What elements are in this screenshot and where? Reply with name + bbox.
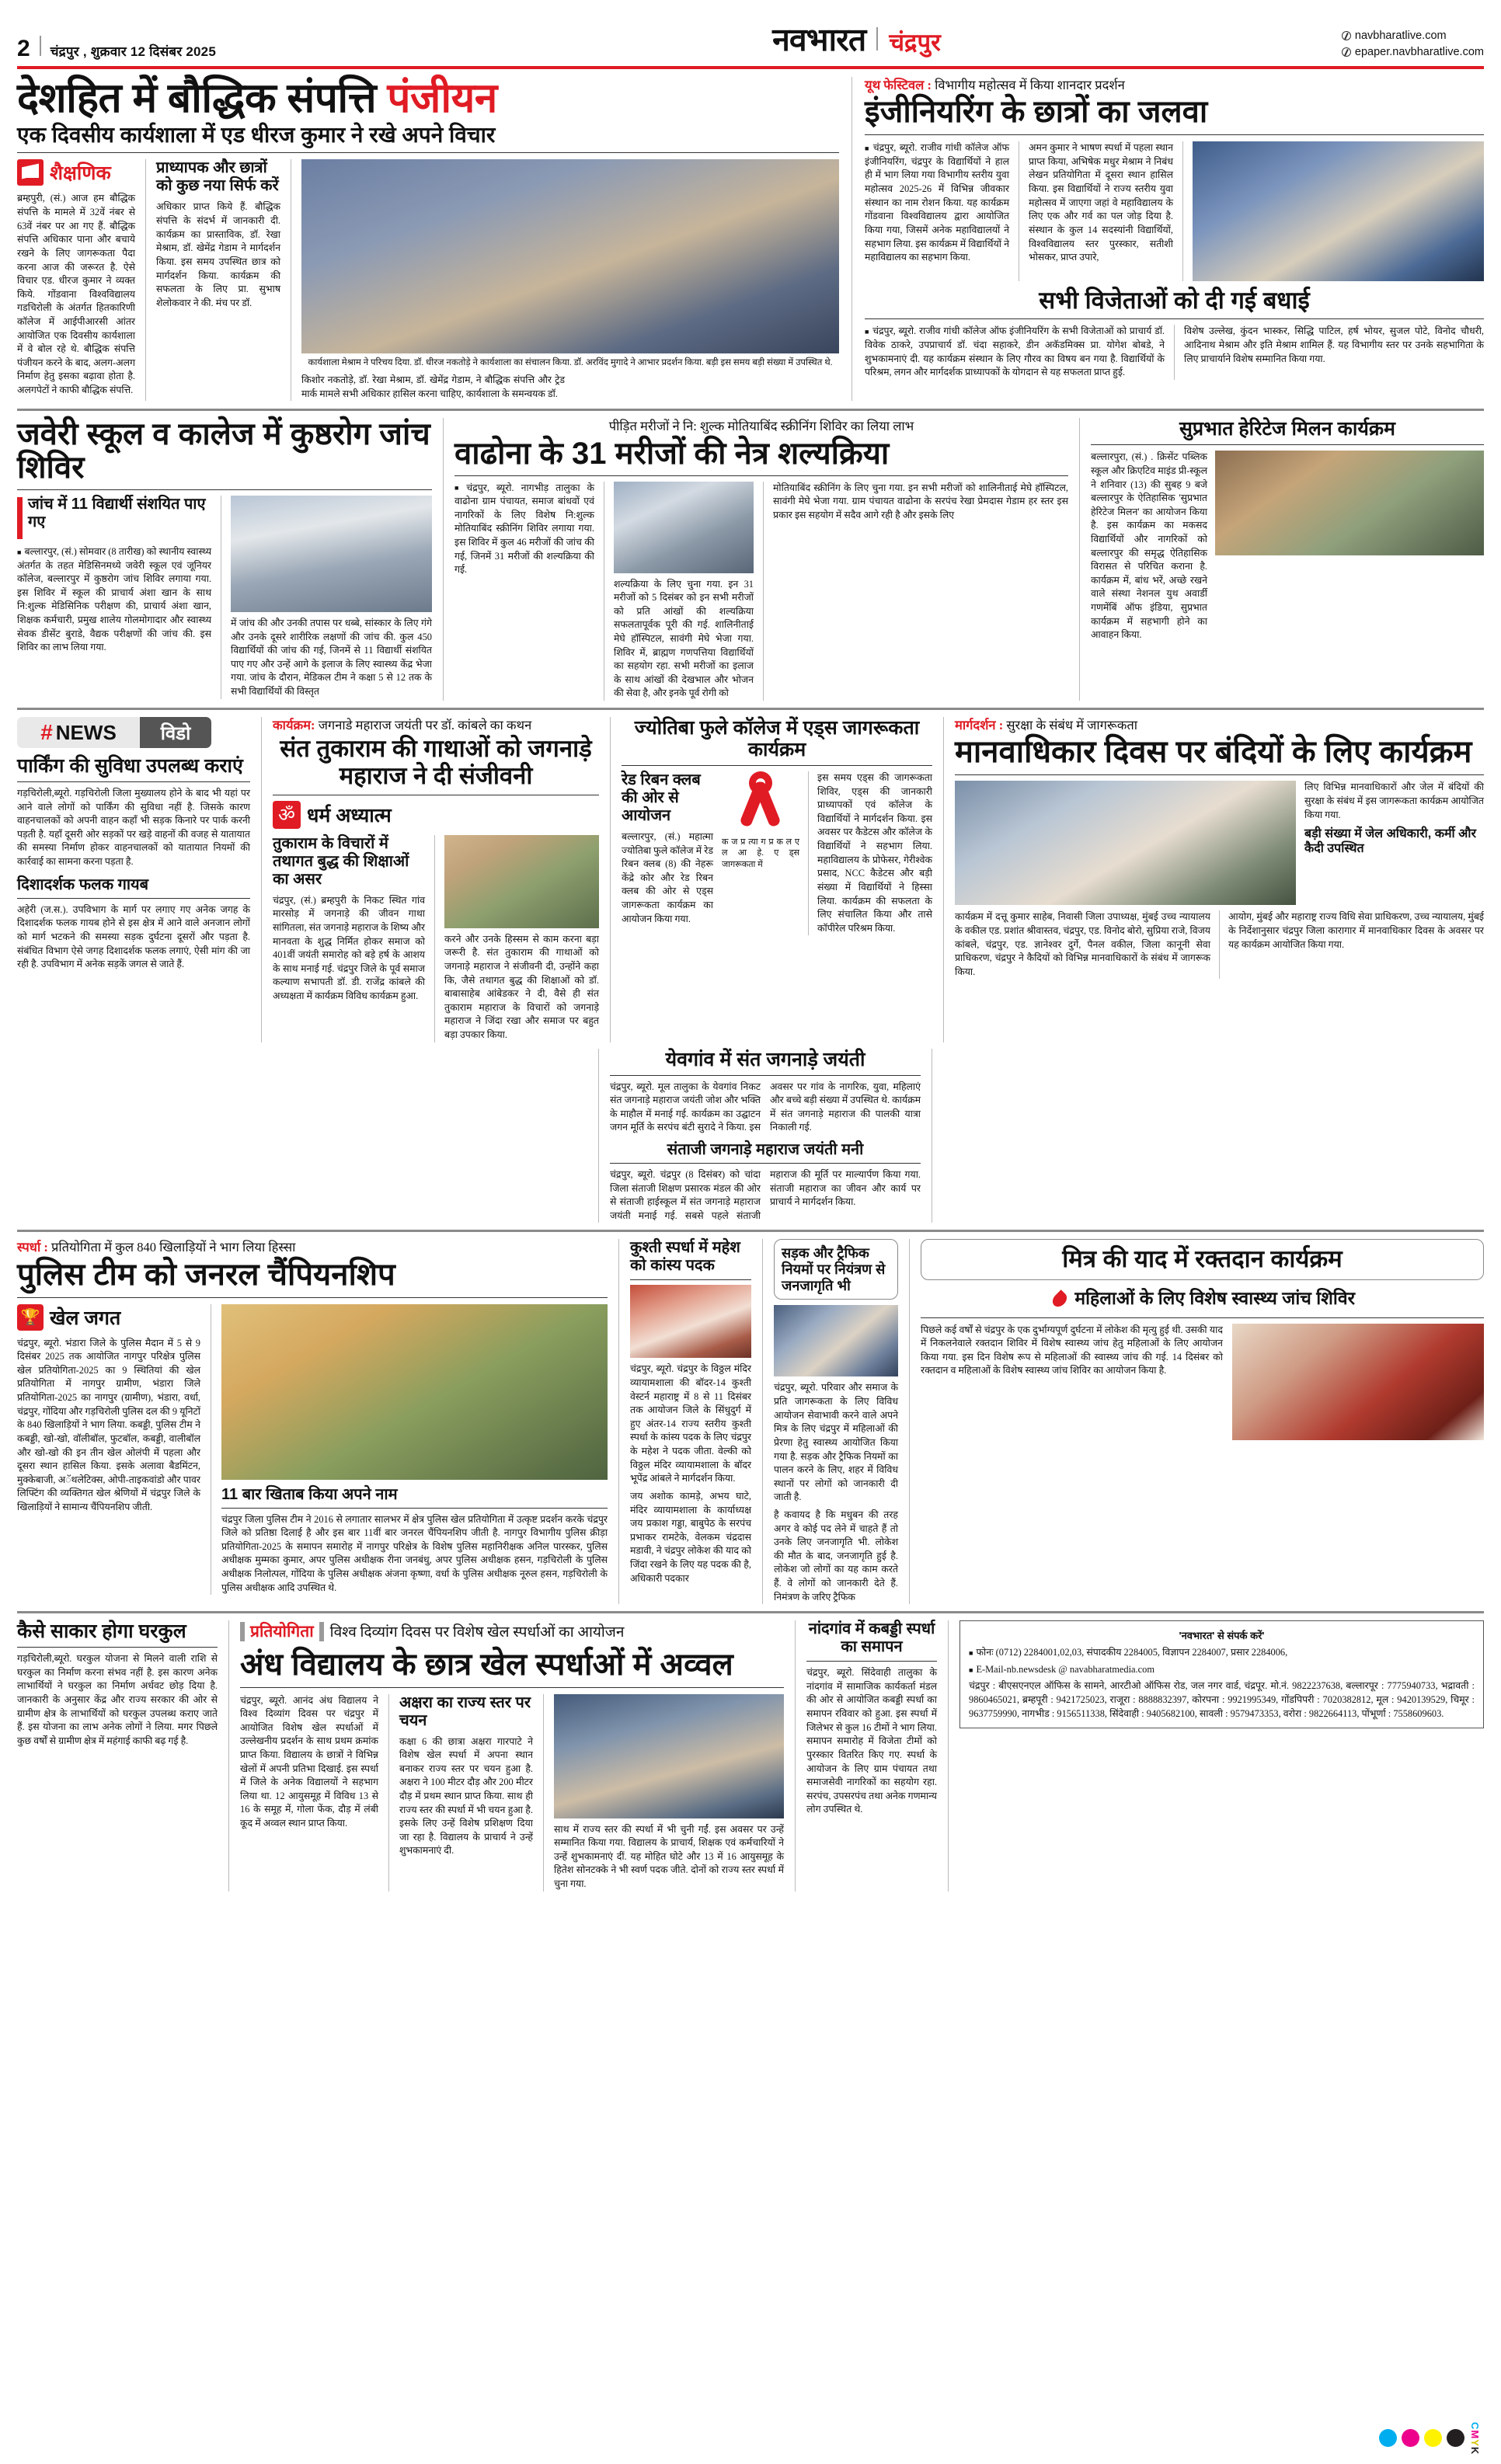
wadhona-kicker: पीड़ित मरीजों ने नि: शुल्क मोतियाबिंद स्क्रीनिंग शिविर का लिया लाभ — [608, 419, 914, 434]
police-kicker — [17, 1239, 608, 1255]
police-headline: पुलिस टीम को जनरल चैंपियनशिप — [17, 1257, 395, 1292]
yevgaon-headline: येवगांव में संत जगनाड़े जयंती — [665, 1048, 865, 1070]
jwahari-col-1 — [17, 496, 211, 699]
police-photo — [221, 1304, 608, 1480]
jyotiba-headline: ज्योतिबा फुले कॉलेज में एड्स जागरूकता कार्यक्रम — [634, 717, 920, 761]
suprabhat-col-1 — [1091, 451, 1207, 642]
youth-rule — [865, 134, 1484, 135]
police-rule-2 — [221, 1508, 608, 1509]
red-ribbon-icon — [738, 771, 783, 832]
cmyk-y: Y — [1469, 2438, 1481, 2447]
cmyk-k: K — [1469, 2446, 1481, 2455]
youth-body-1: ■ चंद्रपुर, ब्यूरो. राजीव गांधी कॉलेज ऑफ इंजीनियरिंग, चंद्रपुर के विद्यार्थियों ने हाल ही में भाग लिया गया विभागीय स्तरीय युवा महोत्सव 2025-26 में विभिन्न जीवकार संस्थान का नाम रोशन किया. यह कार्यक्रम गोंडवाना विश्वविद्यालय द्वारा आयोजित किया गया, जिसमें अनेक महाविद्यालयों ने सहभाग लिया. इस कार्यक्रम में विद्यार्थियों ने महाविद्यालय का सहभाग किया. — [865, 141, 1009, 264]
column-rule — [145, 159, 146, 401]
andh-columns — [240, 1694, 784, 1892]
jyotiba-body-2: क ज प्र त्या ग प्र क ल ए ल आ हे. ए ड्स जागरूकता में — [722, 837, 799, 869]
yevgaon-spacer — [17, 1049, 587, 1223]
manavadhikar-subhead: बड़ी संख्या में जेल अधिकारी, कर्मी और कैदी उपस्थित — [1304, 827, 1477, 855]
column-rule — [388, 1694, 389, 1892]
youth-bottom-columns — [865, 325, 1484, 379]
wadhona-columns — [454, 482, 1068, 701]
lead-headline-red: पंजीयन — [387, 75, 497, 121]
parking-subheadline: दिशादर्शक फलक गायब — [17, 875, 149, 893]
column-rule — [261, 717, 262, 1042]
yevgaon-subhead: संताजी जगनाड़े महाराज जयंती मनी — [667, 1140, 864, 1158]
page-number: 2 — [17, 36, 30, 61]
youth-story — [865, 77, 1484, 401]
youth-photo-block — [1193, 141, 1484, 281]
jwahari-body-2: में जांच की और उनकी तपास पर धब्बे, सांस्कार के लिए गंगे और उनके दूसरे शारीरिक लक्षणों की जांच की. कुल 450 विद्यार्थियों की जांच की गई, जिनमें से 11 विद्यार्थी संशयित पाए गए और उन्हें आगे के इलाज के लिए स्वास्थ्य केंद्र भेजा गया. जांच के दौरान, मेडिकल टीम ने कक्षा 5 से 12 तक के सभी विद्यार्थियों की विस्तृत — [231, 617, 432, 697]
suprabhat-headline: सुप्रभात हेरिटेज मिलन कार्यक्रम — [1179, 418, 1395, 440]
police-body-2: चंद्रपुर जिला पुलिस टीम ने 2016 से लगातार सालभर में क्षेत्र पुलिस खेल प्रतियोगिता में उत्कृष्ट प्रदर्शन करके चंद्रपुर जिले को प्रतिष्ठा दिलाई है और इस बार 11वीं बार जनरल चैंपियनशिप जीती है. नागपुर विभागीय पुलिस क्रीड़ा प्रतियोगिता-2025 के समापन समारोह में नागपुर परिक्षेत्र के विशेष पुलिस महानिरीक्षक अनिल पारस्कर, पुलिस अधीक्षक मुम्मका कुमार, अपर पुलिस अधीक्षक रीना जनबंधु, अपर पुलिस अधीक्षक हसन, गड़चिरोली के पुलिस अधीक्षक निलोत्पल, गोंदिया के पुलिस अधीक्षक अंजना कृष्णा, वर्धा के पुलिस अधीक्षक नूरुल हसन, गड़चिरोली के पुलिस अधीक्षक आदि उपस्थित थे. — [221, 1513, 608, 1593]
third-block — [17, 717, 1484, 1042]
kushti-story — [630, 1239, 751, 1604]
tukaram-kicker — [273, 717, 599, 733]
jwahari-col-2 — [231, 496, 432, 699]
jwahari-columns — [17, 496, 432, 699]
raktdan-body-1: पिछले कई वर्षों से चंद्रपुर के एक दुर्भाग्यपूर्ण दुर्घटना में लोकेश की मृत्यु हुई थी. उसकी याद में निकलनेवाले रक्तदान शिविर में विशेष स्वास्थ्य जांच हेतु महिलाओं के लिए आयोजन किया गया. इस दिन विशेष रूप से महिलाओं की स्वास्थ्य जांच की गई. 14 दिसंबर को रक्तदान व महिलाओं के विशेष स्वास्थ्य जांच शिविर का आयोजन किया है. — [921, 1324, 1223, 1376]
wadhona-col-1 — [454, 482, 594, 701]
police-rule — [17, 1297, 608, 1298]
lead-subheadline: एक दिवसीय कार्यशाला में एड धीरज कुमार ने रखे अपने विचार — [17, 123, 496, 148]
raktdan-columns — [921, 1324, 1484, 1440]
globe-icon — [1342, 47, 1351, 57]
raktdan-col-1 — [921, 1324, 1223, 1440]
youth-col-3 — [865, 325, 1165, 379]
masthead-links — [1342, 28, 1484, 61]
jyotiba-subhead: रेड रिबन क्लब की ओर से आयोजन — [622, 771, 701, 825]
section-badge-label: शैक्षणिक — [50, 162, 111, 185]
epaper-url: epaper.navbharatlive.com — [1354, 45, 1484, 58]
trophy-icon — [17, 1304, 44, 1331]
wadhona-body-3: मोतियाबिंद स्क्रीनिंग के लिए चुना गया. इन सभी मरीजों को शालिनीताई मेघे हॉस्पिटल, सावंगी मेघे भेजा गया. ग्राम पंचायत वाढोना के सरपंच रेखा प्रेमदास गेडाम हर स्तर इस प्रकार इस सहयोग में सदैव आगे रही है और इसके लिए — [773, 482, 1068, 520]
hash-icon: # — [40, 720, 53, 745]
youth-headline: इंजीनियरिंग के छात्रों का जलवा — [865, 95, 1208, 130]
lead-headline — [17, 77, 839, 120]
police-story — [17, 1239, 608, 1604]
magenta-dot-icon — [1402, 2429, 1419, 2447]
masthead-brand — [772, 17, 941, 61]
bottom-block — [17, 1620, 1484, 1891]
raktdan-subhead-wrap — [921, 1286, 1484, 1313]
suprabhat-photo — [1215, 451, 1484, 555]
kushti-body-1: चंद्रपुर, ब्यूरो. चंद्रपुर के विठ्ठल मंदिर व्यायामशाला की बॉदर-14 कुश्ती वेस्टर्न महाराष्ट्र में 8 से 11 दिसंबर तक आयोजन जिले के सिंधुदुर्ग में हुए अंतर-14 राज्य स्तरीय कुश्ती स्पर्धा के कांस्य पदक के लिए चंद्रपुर के महेश ने पदक जीता. वेल्की को विठ्ठल मंदिर व्यायामशाला के बॉदर भूपेंद्र आंबले ने मार्गदर्शन किया. — [630, 1363, 751, 1484]
manavadhikar-col-1 — [1304, 781, 1484, 905]
column-rule — [795, 1620, 796, 1891]
cmyk-m: M — [1469, 2430, 1481, 2439]
police-body-1: चंद्रपुर, ब्यूरो. भंडारा जिले के पुलिस मैदान में 5 से 9 दिसंबर 2025 तक आयोजित नागपुर परिक्षेत्र पुलिस खेल प्रतियोगिता-2025 का 9 स्थितियां की खेल प्रतियोगिता में नागपुर ग्रामीण, भंडारा जिले प्रतियोगिता-2025 का नागपुर (ग्रामीण), भंडारा, वर्धा, चंद्रपुर, गोंदिया और गड़चिरोली पुलिस दल की 9 यूनिटों के 840 खिलाड़ियों ने भाग लिया. कबड्डी, पुलिस टीम ने कबड्डी, खो-खो, वॉलीबॉल, फुटबॉल, कबड्डी, वालीबॉल और खो-खो की इन तीन खेल ओलंपी में पहला और दूसरा स्थान हासिल किया. इसके अलावा बैडमिंटन, मुक्केबाजी, अॅथलेटिक्स, ओपी-ताइकवांडो और पावर लिफ्टिंग की व्यक्तिगत खेल श्रेणियों में चंद्रपुर जिले के खिलाड़ियों ने सामान्य चैंपियनशिप जीती. — [17, 1337, 200, 1512]
book-icon — [17, 159, 44, 186]
column-rule — [598, 1049, 599, 1223]
youth-kicker-tag: यूथ फेस्टिवल : — [865, 78, 932, 92]
wadhona-col-photo — [614, 482, 754, 701]
lead-columns — [17, 159, 839, 401]
tukaram-kicker-tag: कार्यक्रम: — [273, 718, 315, 733]
andh-headline: अंध विद्यालय के छात्र खेल स्पर्धाओं में अव्वल — [240, 1647, 733, 1682]
youth-rule-2 — [865, 318, 1484, 319]
website-link[interactable] — [1342, 28, 1484, 44]
manavadhikar-photo — [955, 781, 1296, 905]
andh-col-3 — [554, 1694, 784, 1892]
lead-col-2 — [156, 159, 280, 401]
section-badge-educational — [17, 159, 135, 186]
gharkul-story — [17, 1620, 218, 1891]
cmyk-registration-marks — [1379, 2422, 1481, 2455]
yevgaon-right-spacer — [943, 1049, 1484, 1223]
second-block — [17, 418, 1484, 701]
parking-body-1: गड़चिरोली,ब्यूरो. गड़चिरोली जिला मुख्यालय होने के बाद भी यहां पर आने वाले लोगों को पार्किंग की सुविधा नहीं है. जिसके कारण वाहनचालकों को अपनी वाहन कहाँ भी सड़क किनारे पर पार्क करनी पड़ती है. यहाँ दूसरी ओर सड़कों पर खड़े वाहनों की वजह से यातायात की समस्या निर्माण होकर वाहनचालकों को यातायात नियमों की कार्रवाई का सामना करना पड़ता है. — [17, 788, 250, 868]
wadhona-body-1: ■ चंद्रपुर, ब्यूरो. नागभीड़ तालुका के वाढोना ग्राम पंचायत, समाज बांधवों एवं नागरिकों के लिए विशेष नि:शुल्क मोतियाबिंद स्क्रीनिंग शिविर लगाया गया. इस शिविर में कुल 46 मरीजों की जांच की गई, जिनमें 31 मरीजों की शल्यक्रिया की गई. — [454, 482, 594, 577]
contact-addresses: चंद्रपुर : बीएसएनएल ऑफिस के सामने, आरटीओ ऑफिस रोड, जल नगर वार्ड, चंद्रपूर. मो.नं. 9822237638, बल्लारपूर : 7775940733, भद्रावती : 9860465021, ब्रम्हपूरी : 9421725023, राजूरा : 8888832397, कोरपना : 9921995349, गोंडपिपरी : 7020382812, मूल : 9420139529, चिमूर : 9637759990, नागभीड : 9156511338, सिंदेवाही : 9405682100, सावली : 9579473353, वरोरा : 9822664113, पोंभूर्णा : 7558609603. — [969, 1680, 1475, 1719]
yevgaon-body-2: चंद्रपुर, ब्यूरो. चंद्रपुर (8 दिसंबर) को चांदा जिला संताजी शिक्षण प्रसारक मंडल की ओर से संताजी हाईस्कूल में संत जगनाड़े महाराज जयंती मनाई गई. सबसे पहले संताजी महाराज की मूर्ति पर माल्यार्पण किया गया. संताजी महाराज का जीवन और कार्य पर प्राचार्य ने मार्गदर्शन किया. — [610, 1168, 921, 1221]
suprabhat-columns — [1091, 451, 1484, 642]
contact-box-wrap — [959, 1620, 1484, 1891]
section-divider-4 — [17, 1611, 1484, 1613]
manavadhikar-bottom — [955, 910, 1484, 979]
raktdan-rule — [921, 1317, 1484, 1318]
jyotiba-rule — [622, 765, 932, 766]
jyotiba-icon-block — [722, 771, 799, 935]
masthead-title: नवभारत — [772, 22, 866, 57]
lead-photo-caption: कार्यशाला मेश्राम ने परिचय दिया. डॉ. धीरज नकतोड़े ने कार्यशाला का संचालन किया. डॉ. अरविंद मुगादे ने आभार प्रदर्शन किया. बड़ी इस समय बड़ी संख्या में उपस्थित थे. — [308, 357, 833, 368]
kushti-body-2: जय अशोक कामड़े, अभय घाटे, मंदिर व्यायामशाला के कार्याध्यक्ष जय प्रकाश गड्डा, बाबुपेठ के सरपंच प्रभाकर रामटेके, वेलकम चंद्रदास मडावी, ने चंद्रपुर लोकेश की याद को जिंदा रखने के लिए यह पदक की है, अधिकारी पदकार — [630, 1490, 751, 1584]
manavadhikar-story — [955, 717, 1484, 1042]
cyan-dot-icon — [1379, 2429, 1397, 2447]
manavadhikar-rule — [955, 774, 1484, 775]
police-subhead: 11 बार खिताब किया अपने नाम — [221, 1485, 398, 1503]
section-divider-2 — [17, 708, 1484, 710]
raktdan-headline: मित्र की याद में रक्तदान कार्यक्रम — [1062, 1245, 1343, 1273]
yevgaon-rule — [610, 1075, 921, 1076]
lead-rule — [17, 152, 839, 153]
jwahari-deck-wrap — [17, 496, 211, 539]
red-bar-icon — [17, 497, 23, 539]
contact-title: 'नवभारत' से संपर्क करें' — [1179, 1630, 1265, 1642]
parking-body-2: अहेरी (ज.स.). उपविभाग के मार्ग पर लगाए गए अनेक जगह के दिशादर्शक फलक गायब होने से इस क्षेत्र में आने वाले अनजान लोगों को मार्ग भटकने की समस्या सड़क दुर्घटना दूसरों और पड़ता है. संबंधित विभाग ऐसे जगह दिशादर्शक फलक लगाएं, ऐसी मांग की जा रही है. उपविभाग में अनेक सड़कें जगल से जाते हैं. — [17, 903, 250, 970]
wadhona-story — [454, 418, 1068, 701]
news-badge-label: NEWS — [55, 720, 117, 744]
andh-photo — [554, 1694, 784, 1818]
raktdan-photo — [1232, 1324, 1484, 1440]
news-video-badge[interactable] — [17, 717, 211, 748]
tukaram-photo — [444, 835, 599, 928]
kushti-photo — [630, 1285, 751, 1358]
cmyk-c: C — [1469, 2421, 1481, 2431]
column-rule — [610, 717, 611, 1042]
sports-badge-label: खेल जगत — [50, 1307, 121, 1329]
column-rule — [1079, 418, 1080, 701]
tukaram-headline: संत तुकाराम की गाथाओं को जगनाड़े महाराज ने दी संजीवनी — [280, 735, 592, 789]
column-rule — [762, 1239, 763, 1604]
youth-kicker — [865, 77, 1484, 93]
andh-col-2 — [399, 1694, 533, 1892]
tukaram-columns — [273, 835, 599, 1042]
video-badge-label[interactable]: विडो — [140, 717, 211, 748]
yevgaon-block — [17, 1049, 1484, 1223]
jwahari-headline: जवेरी स्कूल व कालेज में कुष्ठरोग जांच शिविर — [17, 417, 430, 485]
youth-col-1 — [865, 141, 1009, 281]
gharkul-headline: कैसे साकार होगा घरकुल — [17, 1620, 186, 1643]
andh-tag: प्रतियोगिता — [250, 1623, 314, 1641]
manavadhikar-kicker — [955, 717, 1484, 733]
jwahari-photo — [231, 496, 432, 612]
jyotiba-columns — [622, 771, 932, 935]
top-block — [17, 77, 1484, 401]
tukaram-kicker-rest: जगनाडे महाराज जयंती पर डॉ. कांबले का कथन — [315, 718, 532, 733]
parking-rule-2 — [17, 898, 250, 899]
lead-photo-block — [301, 159, 839, 401]
manavadhikar-body-1: लिए विभिन्न मानवाधिकारों और जेल में बंदियों की सुरक्षा के संबंध में इस जागरूकता कार्यक्रम आयोजित किया गया. — [1304, 781, 1484, 820]
cmyk-label — [1469, 2422, 1481, 2455]
website-url: navbharatlive.com — [1354, 29, 1447, 42]
masthead-edition: चंद्रपुर — [889, 29, 941, 56]
jyotiba-story — [622, 717, 932, 1042]
column-rule — [1174, 325, 1175, 379]
jyotiba-col-1 — [622, 771, 713, 935]
column-rule — [434, 835, 435, 1042]
traffic-body-1: चंद्रपुर, ब्यूरो. परिवार और समाज के प्रति जागरूकता के लिए विविध आयोजन सेवाभावी करने वाले अपने मित्र के लिए चंद्रपुर में महिलाओं की प्रेरणा हेतु स्वास्थ्य आयोजित किया गया है. सड़क और ट्रैफिक नियमों का पालन करने के लिए, शहर में विविध स्थानों पर लोगों को जानकारी दी जाती है. — [774, 1382, 898, 1503]
column-rule — [543, 1694, 544, 1892]
nandgaon-story — [806, 1620, 937, 1891]
contact-box — [959, 1620, 1484, 1728]
suprabhat-rule — [1091, 444, 1484, 445]
police-col-1 — [17, 1304, 200, 1596]
nandgaon-headline: नांदगांव में कबड्डी स्पर्धा का समापन — [808, 1620, 935, 1656]
column-rule — [763, 482, 764, 701]
raktdan-subhead: महिलाओं के लिए विशेष स्वास्थ्य जांच शिविर — [1074, 1287, 1356, 1308]
section-divider-1 — [17, 409, 1484, 411]
lead-body-1: ब्रम्हपुरी, (सं.) आज हम बौद्धिक संपत्ति के मामले में 32वें नंबर से 63वें नंबर पर आ गए हैं. बौद्धिक संपत्ति अधिकार पाना और बचाये रखने के लिए जागरूकता पैदा करना आज की जरूरत है. ऐसे विचार एड. धीरज कुमार ने व्यक्त किये. गोंडवाना विश्वविद्यालय गडचिरोली के अंतर्गत हितकारिणी कॉलेज में आईपीआरसी आंतर आयोजित एक दिवसीय कार्यशाला में वे बोल रहे थे. बौद्धिक संपत्ति पंजीयन करने के बाद, अलग-अलग निर्माण हेतु इसका बढ़ावा होता है. अलगपेटों ने काफी बौद्धिक संपत्ति. — [17, 193, 135, 395]
nandgaon-rule — [806, 1661, 937, 1662]
column-rule — [443, 418, 444, 701]
parking-rule — [17, 781, 250, 782]
manavadhikar-col-3 — [1228, 910, 1484, 979]
andh-col-1 — [240, 1694, 378, 1892]
raktdan-story — [921, 1239, 1484, 1604]
youth-subhead: सभी विजेताओं को दी गई बधाई — [1039, 287, 1310, 315]
masthead-red-rule — [17, 66, 1484, 69]
traffic-photo — [774, 1305, 898, 1376]
tukaram-story — [273, 717, 599, 1042]
wadhona-photo — [614, 482, 754, 573]
masthead-dateline: चंद्रपुर , शुक्रवार 12 दिसंबर 2025 — [50, 44, 216, 59]
jwahari-story — [17, 418, 432, 701]
police-kicker-rest: प्रतियोगिता में कुल 840 खिलाड़ियों ने भाग लिया हिस्सा — [47, 1240, 296, 1255]
wadhona-col-3 — [773, 482, 1068, 701]
suprabhat-body-1: बल्लारपुरा, (सं.) . क्रिसेंट पब्लिक स्कूल और क्रिएटिव माइंड प्री-स्कूल ने शनिवार (13) की सुबह 9 बजे बल्लारपुर के ऐतिहासिक 'सुप्रभात हेरिटेज मिलन' का आयोजन किया है. इस कार्यक्रम का मकसद विद्यार्थियों और नागरिकों को बल्लारपुर की समृद्ध ऐतिहासिक विरासत से परिचित कराना है. कार्यक्रम में, बांध भरें, अच्छे रखने वाले संस्था नेशनल युथ अवार्डी गणमेंबिं ऑफ इंडिया, सुप्रभात कार्यक्रम में सहभागी होने का आवाहन किया. — [1091, 451, 1207, 641]
manavadhikar-photo-block — [955, 781, 1296, 905]
jyotiba-body-3: इस समय एड्स की जागरूकता शिविर, एड्स की जानकारी प्राध्यापकों एवं कॉलेज के विद्यार्थियों ने मार्गदर्शन किया. इस अवसर पर कैडेटस और कॉलेज के विद्यार्थियों ने सहभाग लिया. महाविद्यालय के प्रोफेसर, गेरीश्वेक प्रसाद, NCC कैडेटस और बड़ी संख्या में विद्यार्थियों ने हिस्सा लिया. कार्यक्रम की सफलता के लिए संचालित किया और तासे कॉपीरेल परिश्रम किया. — [817, 772, 932, 934]
contact-email[interactable]: ■ E-Mail-nb.newsdesk @ navabharatmedia.com — [969, 1663, 1475, 1677]
jyotiba-col-3 — [817, 771, 932, 935]
wadhona-headline: वाढोना के 31 मरीजों की नेत्र शल्यक्रिया — [454, 436, 890, 471]
youth-photo — [1193, 141, 1484, 281]
tukaram-deck: तुकाराम के विचारों में तथागत बुद्ध की शिक्षाओं का असर — [273, 834, 409, 888]
wadhona-rule — [454, 475, 1068, 476]
column-rule — [808, 771, 809, 935]
andh-kicker-rest: विश्व दिव्यांग दिवस पर विशेष खेल स्पर्धाओं का आयोजन — [329, 1624, 625, 1641]
andh-story — [240, 1620, 784, 1891]
andh-rule — [240, 1687, 784, 1688]
contact-phone: ■ फोनः (0712) 2284001,02,03, संपादकीय 2284005, विज्ञापन 2284007, प्रसार 2284006, — [969, 1646, 1475, 1660]
traffic-headline: सड़क और ट्रैफिक नियमों पर नियंत्रण से जनजागृति भी — [782, 1245, 886, 1293]
manavadhikar-col-2 — [955, 910, 1210, 979]
gharkul-body-1: गड़चिरोली,ब्यूरो. घरकुल योजना से मिलने वाली राशि से घरकुल का निर्माण करना संभव नहीं है. इस कारण अनेक लाभार्थियों ने घरकुल का निर्माण अर्धवट छोड़ दिया है. जानकारी के अनुसार केंद्र और राज्य सरकार की ओर से ग्रामीण क्षेत्र के लाभार्थियों को घरकुल उपलब्ध कराए जाते हैं. इस योजना का लाभ अनेक लोगों ने लिया. मगर पिछले कुछ वर्षों से ग्रामीण क्षेत्र में महंगाई काफी बढ़ गई है. — [17, 1653, 218, 1746]
yevgaon-story — [610, 1049, 921, 1223]
nandgaon-body-1: चंद्रपुर, ब्यूरो. सिंदेवाही तालुका के नांदगांव में सामाजिक कार्यकर्ता मंडल की ओर से आयोजित कबड्डी स्पर्धा का समापन रविवार को हुआ. इस स्पर्धा में जिलेभर से कुल 16 टीमों ने भाग लिया. समापन समारोह में विजेता टीमों को पुरस्कार वितरित किए गए. स्पर्धा के आयोजन के लिए ग्राम पंचायत तथा समाजसेवी नागरिकों का सहयोग रहा. सरपंच, उपसरपंच तथा अनेक गणमान्य लोग उपस्थित थे. — [806, 1667, 937, 1815]
column-rule — [948, 1620, 949, 1891]
traffic-box — [774, 1239, 898, 1300]
wadhona-body-2: शल्यक्रिया के लिए चुना गया. इन 31 मरीजों को 5 दिसंबर को इन सभी मरीजों को प्रति आंखों की शल्यक्रिया सफलतापूर्वक पूरी की गई. शालिनीताई मेघे हॉस्पिटल, सावंगी मेघे भेजा गया. शिविर में, ब्राह्मण गणपत्तिया विद्यार्थियों का सहयोग रहा. सभी मरीजों का इलाज के साथ आंखों की देखभाल और भोजन की सेवा है, और इनके पूर्व रोगी को — [614, 578, 754, 699]
column-rule — [1182, 141, 1183, 281]
lead-col-1 — [17, 159, 135, 401]
tukaram-body-1: चंद्रपुर, (सं.) ब्रम्हपुरी के निकट स्थित गांव मारसोड़ में जगनाड़े की जीवन गाथा सांगितला, संत जगनाड़े महाराज के शिष्य और मानवता के शुद्ध निर्मित होकर समाज को 401वीं जयंती समारोह को बड़े हर्ष के आशय के साथ मनाई गई. चंद्रपुर जिले के पूर्व समाज कल्याण सभापती डॉ. डी. राजेंद्र कांबले की अध्यक्षता में कार्यक्रम विविध कार्यक्रम हुआ. — [273, 894, 425, 1001]
police-columns — [17, 1304, 608, 1596]
section-badge-dharma — [273, 801, 599, 829]
jwahari-deck: जांच में 11 विद्यार्थी संशयित पाए गए — [28, 495, 206, 531]
police-kicker-tag: स्पर्धा : — [17, 1240, 48, 1255]
column-rule — [228, 1620, 229, 1891]
lead-photo — [301, 159, 839, 353]
manavadhikar-body-2: कार्यक्रम में दत्तू कुमार साहेब, निवासी जिला उपाध्यक्ष, मुंबई उच्च न्यायालय के वकील एड. प्रशांत श्रीवास्तव, चंद्रपुर, एड. विनोद बोरो, सुप्रिया राजे, विजय कांबले, चंद्रपुर, एड. ज्ञानेश्वर दुर्गे, पैनल वकील, जिला कानूनी सेवा प्राधिकरण, चंद्रपुर ने कैदियों को विभिन्न मानवाधिकारों के संबंध में जागरूक किया. — [955, 911, 1210, 977]
column-rule — [943, 717, 944, 1042]
sports-block — [17, 1239, 1484, 1604]
masthead-divider — [40, 36, 41, 56]
youth-body-2: अमन कुमार ने भाषण स्पर्धा में पहला स्थान प्राप्त किया, अभिषेक मधुर मेश्राम ने निबंध लेखन प्रतियोगिता में दूसरा स्थान हासिल किया. इस विद्यार्थियों ने राज्य स्तरीय युवा महोत्सव में जाएगा जहां वे महाविद्यालय के लिए एक और गर्व का पल जोड़ दिया है. संस्थान के कुल 14 सदस्यांनी विद्यार्थियों, विश्वविद्यालय स्तर पुरस्कार, सतीशी भोसकर, प्राप्त उपारे, — [1029, 142, 1173, 263]
suprabhat-story — [1091, 418, 1484, 701]
andh-subhead: अक्षरा का राज्य स्तर पर चयन — [399, 1693, 531, 1729]
yellow-dot-icon — [1424, 2429, 1442, 2447]
epaper-link[interactable] — [1342, 44, 1484, 61]
andh-kicker — [240, 1620, 624, 1642]
column-rule — [618, 1239, 619, 1604]
youth-col-4 — [1184, 325, 1484, 379]
raktdan-photo-block — [1232, 1324, 1484, 1440]
column-rule — [1219, 910, 1220, 979]
tukaram-col-1 — [273, 835, 425, 1042]
lead-headline-black: देशहित में बौद्धिक संपत्ति — [17, 75, 388, 121]
youth-body-4: विशेष उल्लेख, कुंदन भास्कर, सिद्धि पाटिल, हर्ष भोयर, सुजल पोटे, विनोद चौधरी, आदिनाथ मेश्राम और इति मेश्राम शामिल हैं. यह विभागीय स्तर पर उनके सहभागिता के लिए प्राचार्याने विशेष सम्मानित किया गया. — [1184, 325, 1484, 364]
blood-drop-icon — [1050, 1289, 1069, 1309]
tukaram-col-2 — [444, 835, 599, 1042]
manavadhikar-headline: मानवाधिकार दिवस पर बंदियों के लिए कार्यक्रम — [955, 735, 1472, 770]
section-badge-sports — [17, 1304, 200, 1331]
section-divider-3 — [17, 1230, 1484, 1232]
kushti-rule — [630, 1279, 751, 1280]
youth-top-columns — [865, 141, 1484, 281]
lead-deck: प्राध्यापक और छात्रों को कुछ नया सिर्फ करें — [156, 159, 279, 195]
andh-body-2: कक्षा 6 की छात्रा अक्षरा गारपाटे ने विशेष खेल स्पर्धा में अपना स्थान बनाकर राज्य स्तर पर चयन हुआ है. अक्षरा ने 100 मीटर दौड़ और 200 मीटर दौड़ में प्रथम स्थान प्राप्त किया. साथ ही राज्य स्तर की स्पर्धा में भी चयन हुआ है. इसके लिए उन्हें विशेष प्रशिक्षण दिया जा रहा है. विद्यालय के प्राचार्य ने उन्हें शुभकामनाएं दी. — [399, 1735, 533, 1857]
lead-story — [17, 77, 839, 401]
gharkul-rule — [17, 1647, 218, 1648]
jyotiba-body-1: बल्लारपुर, (सं.) महात्मा ज्योतिबा फुले कॉलेज में रेड रिबन क्लब (8) की नेहरू केंद्रे कोर और रेड रिबन क्लब की ओर से एड्स जागरूकता कार्यक्रम का आयोजन किया गया. — [622, 831, 713, 924]
traffic-story — [774, 1239, 898, 1604]
masthead — [17, 14, 1484, 62]
news-badge-left — [17, 717, 140, 748]
column-rule — [851, 77, 852, 401]
raktdan-box — [921, 1239, 1484, 1279]
manavadhikar-kicker-tag: मार्गदर्शन : — [955, 718, 1004, 733]
youth-col-2 — [1029, 141, 1173, 281]
black-dot-icon — [1447, 2429, 1464, 2447]
police-col-2 — [221, 1304, 608, 1596]
lead-body-3: किशोर नकतोड़े, डॉ. रेखा मेश्राम, डॉ. खेमेंद्र गेडाम, ने बौद्धिक संपत्ति और ट्रेड मार्क मामले सभी अधिकार हासिल करना चाहिए, कार्यशाला के समन्वयक डॉ. — [301, 374, 565, 399]
manavadhikar-top — [955, 781, 1484, 905]
manavadhikar-kicker-rest: सुरक्षा के संबंध में जागरूकता — [1003, 718, 1138, 733]
traffic-body-2: है कवायद है कि मधुबन की तरह अगर वे कोई पद लेने में चाहते हैं तो उनके लिए जनजागृति भी. लोकेश की मौत के बाद, जनजागृति हुई है. लोकेश जो लोगों का यह काम करते हैं. वे लोगों को जानकारी देते हैं. निमंत्रण के जरिए ट्रैफिक — [774, 1509, 898, 1603]
kushti-headline: कुश्ती स्पर्धा में महेश को कांस्य पदक — [630, 1239, 740, 1275]
lead-body-2: अधिकार प्राप्त किये हैं. बौद्धिक संपत्ति के संदर्भ में जानकारी दी. कार्यक्रम का प्रास्ताविक, डॉ. रेखा मेश्राम, डॉ. खेमेंद्र गेडाम ने मार्गदर्शन किया. इस समय उपस्थित छात्र को मार्गदर्शन किया. कार्यक्रम की सफलता के लिए प्रा. सुभाष शेलोकवार ने की. मंच पर डॉ. — [156, 201, 280, 308]
yevgaon-body-1: चंद्रपुर, ब्यूरो. मूल तालुका के येवगांव निकट संत जगनाड़े महाराज जयंती जोश और भक्ति के माहौल में मनाई गई. कार्यक्रम का उद्घाटन जगन मूर्ति के सरपंच बंटी सुरादे ने किया. इस अवसर पर गांव के नागरिक, युवा, महिलाएं और बच्चे बड़ी संख्या में उपस्थित थे. कार्यक्रम में संत जगनाड़े महाराज की पालकी यात्रा निकाली गई. — [610, 1081, 921, 1133]
globe-icon — [1342, 31, 1351, 40]
yevgaon-rule-2 — [610, 1163, 921, 1164]
andh-body-3: साथ में राज्य स्तर की स्पर्धा में भी चुनी गईं. इस अवसर पर उन्हें सम्मानित किया गया. विद्यालय के प्राचार्य, शिक्षक एवं कर्मचारियों ने उन्हें शुभकामनाएं दीं. यह मोहित घोटे और 13 में 16 आयुसमूह के हितेश सोनटक्के ने भी स्वर्ण पदक जीते. दोनों को राज्य स्तर स्पर्धा में चुना गया. — [554, 1823, 784, 1889]
jwahari-rule — [17, 489, 432, 490]
column-rule — [909, 1239, 910, 1604]
suprabhat-photo-block — [1215, 451, 1484, 642]
parking-headline: पार्किंग की सुविधा उपलब्ध कराएं — [17, 755, 243, 778]
andh-body-1: चंद्रपुर, ब्यूरो. आनंद अंध विद्यालय ने विश्व दिव्यांग दिवस पर चंद्रपुर में आयोजित विशेष खेल स्पर्धाओं में उल्लेखनीय प्रदर्शन के साथ प्रथम क्रमांक प्राप्त किया. विद्यालय के छात्रों ने विभिन्न खेलों में अपनी प्रतिभा दिखाई. इस स्पर्धा में जिले के अनेक विद्यालयों ने सहभाग लिया था. 12 आयुसमूह में विविध 13 से 16 के समूह में, गोला फेंक, दौड़ में लंबी कूद में अव्वल स्थान प्राप्त किया. — [240, 1694, 378, 1829]
om-icon — [273, 801, 301, 829]
manavadhikar-body-3: आयोग, मुंबई और महाराष्ट्र राज्य विधि सेवा प्राधिकरण, उच्च न्यायालय, मुंबई के निर्देशानुसार चंद्रपुर जिला कारागार में मानवाधिकार दिवस के अवसर पर यह कार्यक्रम आयोजित किया गया. — [1228, 911, 1484, 950]
left-rail — [17, 717, 250, 1042]
tukaram-body-2: करने और उनके हिस्सम से काम करना बड़ा जरूरी है. संत तुकाराम की गाथाओं को जगनाड़े महाराज ने संजीवनी दी, उन्होंने कहा कि, जैसे तथागत बुद्ध की शिक्षाओं को डॉ. बाबासाहेब आंबेडकर ने दी, वैसे ही संत तुकाराम महाराज के विचारों को जगनाड़े महाराज ने जिंदा रखा और समाज पर बहुत बड़ा उपकार किया. — [444, 933, 599, 1040]
masthead-left — [17, 36, 216, 61]
masthead-brand-divider — [876, 27, 878, 50]
youth-body-3: ■ चंद्रपुर, ब्यूरो. राजीव गांधी कॉलेज ऑफ इंजीनियरिंग के सभी विजेताओं को प्राचार्य डॉ. विवेक ठाकरे, उपप्राचार्य डॉ. चंदा सहाकरे, डीन अकॅडमिक्स प्रा. योगेश बोबडे, ने शुभकामनाएं दी. यह कार्यक्रम संस्थान के लिए गौरव का विषय बन गया है. विद्यार्थियों के परिश्रम, लगन और मार्गदर्शक प्राध्यापकों के योगदान से यह सफलता प्राप्त हुई. — [865, 325, 1165, 379]
dharma-badge-label: धर्म अध्यात्म — [307, 804, 392, 827]
jwahari-body-1: ■ बल्लारपुर, (सं.) सोमवार (8 तारीख) को स्थानीय स्वास्थ्य अंतर्गत के तहत मेडिसिनमध्ये जवेरी स्कूल एवं जूनियर कॉलेज, बल्लारपुर में कुष्ठरोग जांच शिविर लगाया गया. इस शिविर में स्कूल की प्राचार्य अंशा खान के साथ नि:शुल्क मेडिसिनिक परीक्षण की, प्राचार्य अंशा खान, शिक्षक कर्मचारी, प्रमुख शालेय गोलमोगादार और स्वास्थ्य सेवक डीसेंट बुराडे, वैद्यक परीक्षणों की जांच की. इस शिविर का लाभ लिया गया. — [17, 545, 211, 655]
youth-kicker-rest: विभागीय महोत्सव में किया शानदार प्रदर्शन — [931, 78, 1125, 92]
